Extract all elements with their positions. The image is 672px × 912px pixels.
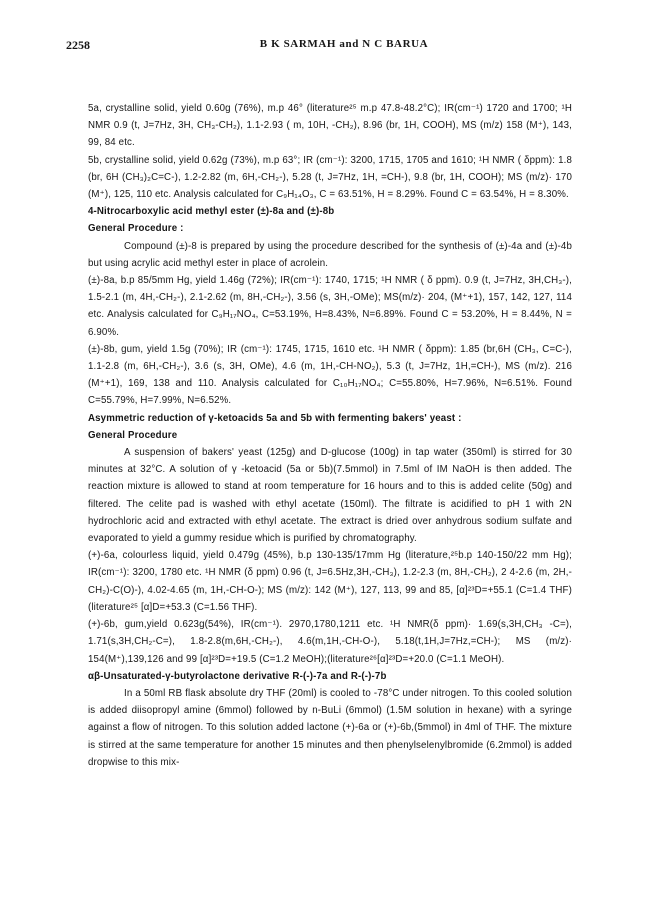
section-heading-yeast-reduction: Asymmetric reduction of γ-ketoacids 5a and 5b with fermenting bakers' yeast : <box>88 412 462 424</box>
compound-5b-data: 5b, crystalline solid, yield 0.62g (73%), m.p 63°; IR (cm⁻¹): 3200, 1715, 1705 and 1610; ¹H NMR ( δppm): 1.8 (br, 6H (CH₃)₂C=C-), 1.2-2.82 (m, 6H,-CH₂-), 5.28 (t, J=7Hz, 1H, =CH-), 9.8 (br, 1H, COOH); MS (m/z)· 170 (M⁺), 125, 110 etc. Analysis calculated for C₉H₁₄O₃, C = 63.51%, H = 8.29%. Found C = 63.54%, H = 8.30%. <box>88 154 572 201</box>
page-number: 2258 <box>66 38 90 52</box>
yeast-procedure-paragraph: A suspension of bakers' yeast (125g) and D-glucose (100g) in tap water (350ml) is stirred for 30 minutes at 32°C. A solution of γ -ketoacid (5a or 5b)(7.5mmol) in 7.5ml of IM NaOH is then added. The reaction mixture is allowed to stand at room temperature for 16 hours and to this is added celite (50g) and filtered. The celite pad is washed with ethyl acetate (150ml). The filtrate is acidified to pH 1 with 2N hydrochloric acid and extracted with ethyl acetate. The extract is dried over anhydrous sodium sulfate and evaporated to yield a gummy residue which is purified by chromatography. <box>88 447 572 545</box>
article-body <box>88 100 572 771</box>
compound-8a-data: (±)-8a, b.p 85/5mm Hg, yield 1.46g (72%); IR(cm⁻¹): 1740, 1715; ¹H NMR ( δ ppm). 0.9 (t, J=7Hz, 3H,CH₃-), 1.5-2.1 (m, 4H,-CH₂-), 2.1-2.62 (m, 8H,-CH₂-), 3.56 (s, 3H,-OMe); MS(m/z)· 204, (M⁺+1), 157, 142, 127, 114 etc. Analysis calculated for C₉H₁₇NO₄, C=53.19%, H=8.43%, N=6.89%. Found C = 53.20%, H = 8.44%, N = 6.90%. <box>88 275 572 338</box>
procedure-paragraph: Compound (±)-8 is prepared by using the procedure described for the synthesis of (±)-4a and (±)-4b but using acrylic acid methyl ester in place of acrolein. <box>88 240 572 269</box>
compound-6b-data: (+)-6b, gum,yield 0.623g(54%), IR(cm⁻¹). 2970,1780,1211 etc. ¹H NMR(δ ppm)· 1.69(s,3H,CH₃ -C=), 1.71(s,3H,CH₂-C=), 1.8-2.8(m,6H,-CH₂-), 4.6(m,1H,-CH-O-), 5.18(t,1H,J=7Hz,=CH-); MS (m/z)· 154(M⁺),139,126 and 99 [α]²³D=+19.5 (C=1.2 MeOH);(literature²⁶[α]²³D=+20.0 (C=1.1 MeOH). <box>88 619 572 665</box>
page-header <box>66 38 622 54</box>
compound-6a-data: (+)-6a, colourless liquid, yield 0.479g (45%), b.p 130-135/17mm Hg (literature,²⁵b.p 140-150/22 mm Hg); IR(cm⁻¹): 3200, 1780 etc. ¹H NMR (δ ppm) 0.96 (t, J=6.5Hz,3H,-CH₃), 1.2-2.3 (m, 8H,-CH₂), 2 4-2.6 (m, 2H,-CH₂)-C(O)-), 4.02-4.65 (m, 1H,-CH-O-); MS (m/z): 142 (M⁺), 127, 113, 99 and 85, [α]²³D=+55.1 (C=1.4 THF)(literature²⁵ [α]D=+53.3 (C=1.56 THF). <box>88 550 572 613</box>
section-heading-nitro-esters: 4-Nitrocarboxylic acid methyl ester (±)-8a and (±)-8b <box>88 206 335 218</box>
compound-8b-data: (±)-8b, gum, yield 1.5g (70%); IR (cm⁻¹): 1745, 1715, 1610 etc. ¹H NMR ( δppm): 1.85 (br,6H (CH₃, C=C-), 1.1-2.8 (m, 6H,-CH₂-), 3.6 (s, 3H, OMe), 4.6 (m, 1H,-CH-NO₂), 5.3 (t, J=7Hz, 1H,=CH-), MS (m/z). 216 (M⁺+1), 169, 138 and 110. Analysis calculated for C₁₀H₁₇NO₄; C=55.80%, H=7.96%, N=6.51%. Found C=55.79%, H=7.99%, N=6.52%. <box>88 343 572 407</box>
lactone-procedure-paragraph: In a 50ml RB flask absolute dry THF (20ml) is cooled to -78°C under nitrogen. To this cooled solution is added diisopropyl amine (6mmol) followed by n-BuLi (6mmol) (1.5M solution in hexane) with a syringe against a flow of nitrogen. To this solution added lactone (+)-6a or (+)-6b,(5mmol) in 4ml of THF. The mixture is stirred at the same temperature for another 15 minutes and then phenylselenylbromide (6.2mmol) is added dropwise to this mix- <box>88 687 572 768</box>
running-title: B K SARMAH and N C BARUA <box>259 38 429 50</box>
compound-5a-data: 5a, crystalline solid, yield 0.60g (76%), m.p 46° (literature²⁵ m.p 47.8-48.2°C); IR(cm⁻¹) 1720 and 1700; ¹H NMR 0.9 (t, J=7Hz, 3H, CH₃-CH₂), 1.1-2.93 ( m, 10H, -CH₂), 8.96 (br, 1H, COOH), MS (m/z) 158 (M⁺), 143, 99, 84 etc. <box>88 103 572 149</box>
subheading-general-procedure-2: General Procedure <box>88 429 178 441</box>
subheading-general-procedure: General Procedure : <box>88 223 184 235</box>
section-heading-butyrolactone: αβ-Unsaturated-γ-butyrolactone derivative R-(-)-7a and R-(-)-7b <box>88 670 387 682</box>
